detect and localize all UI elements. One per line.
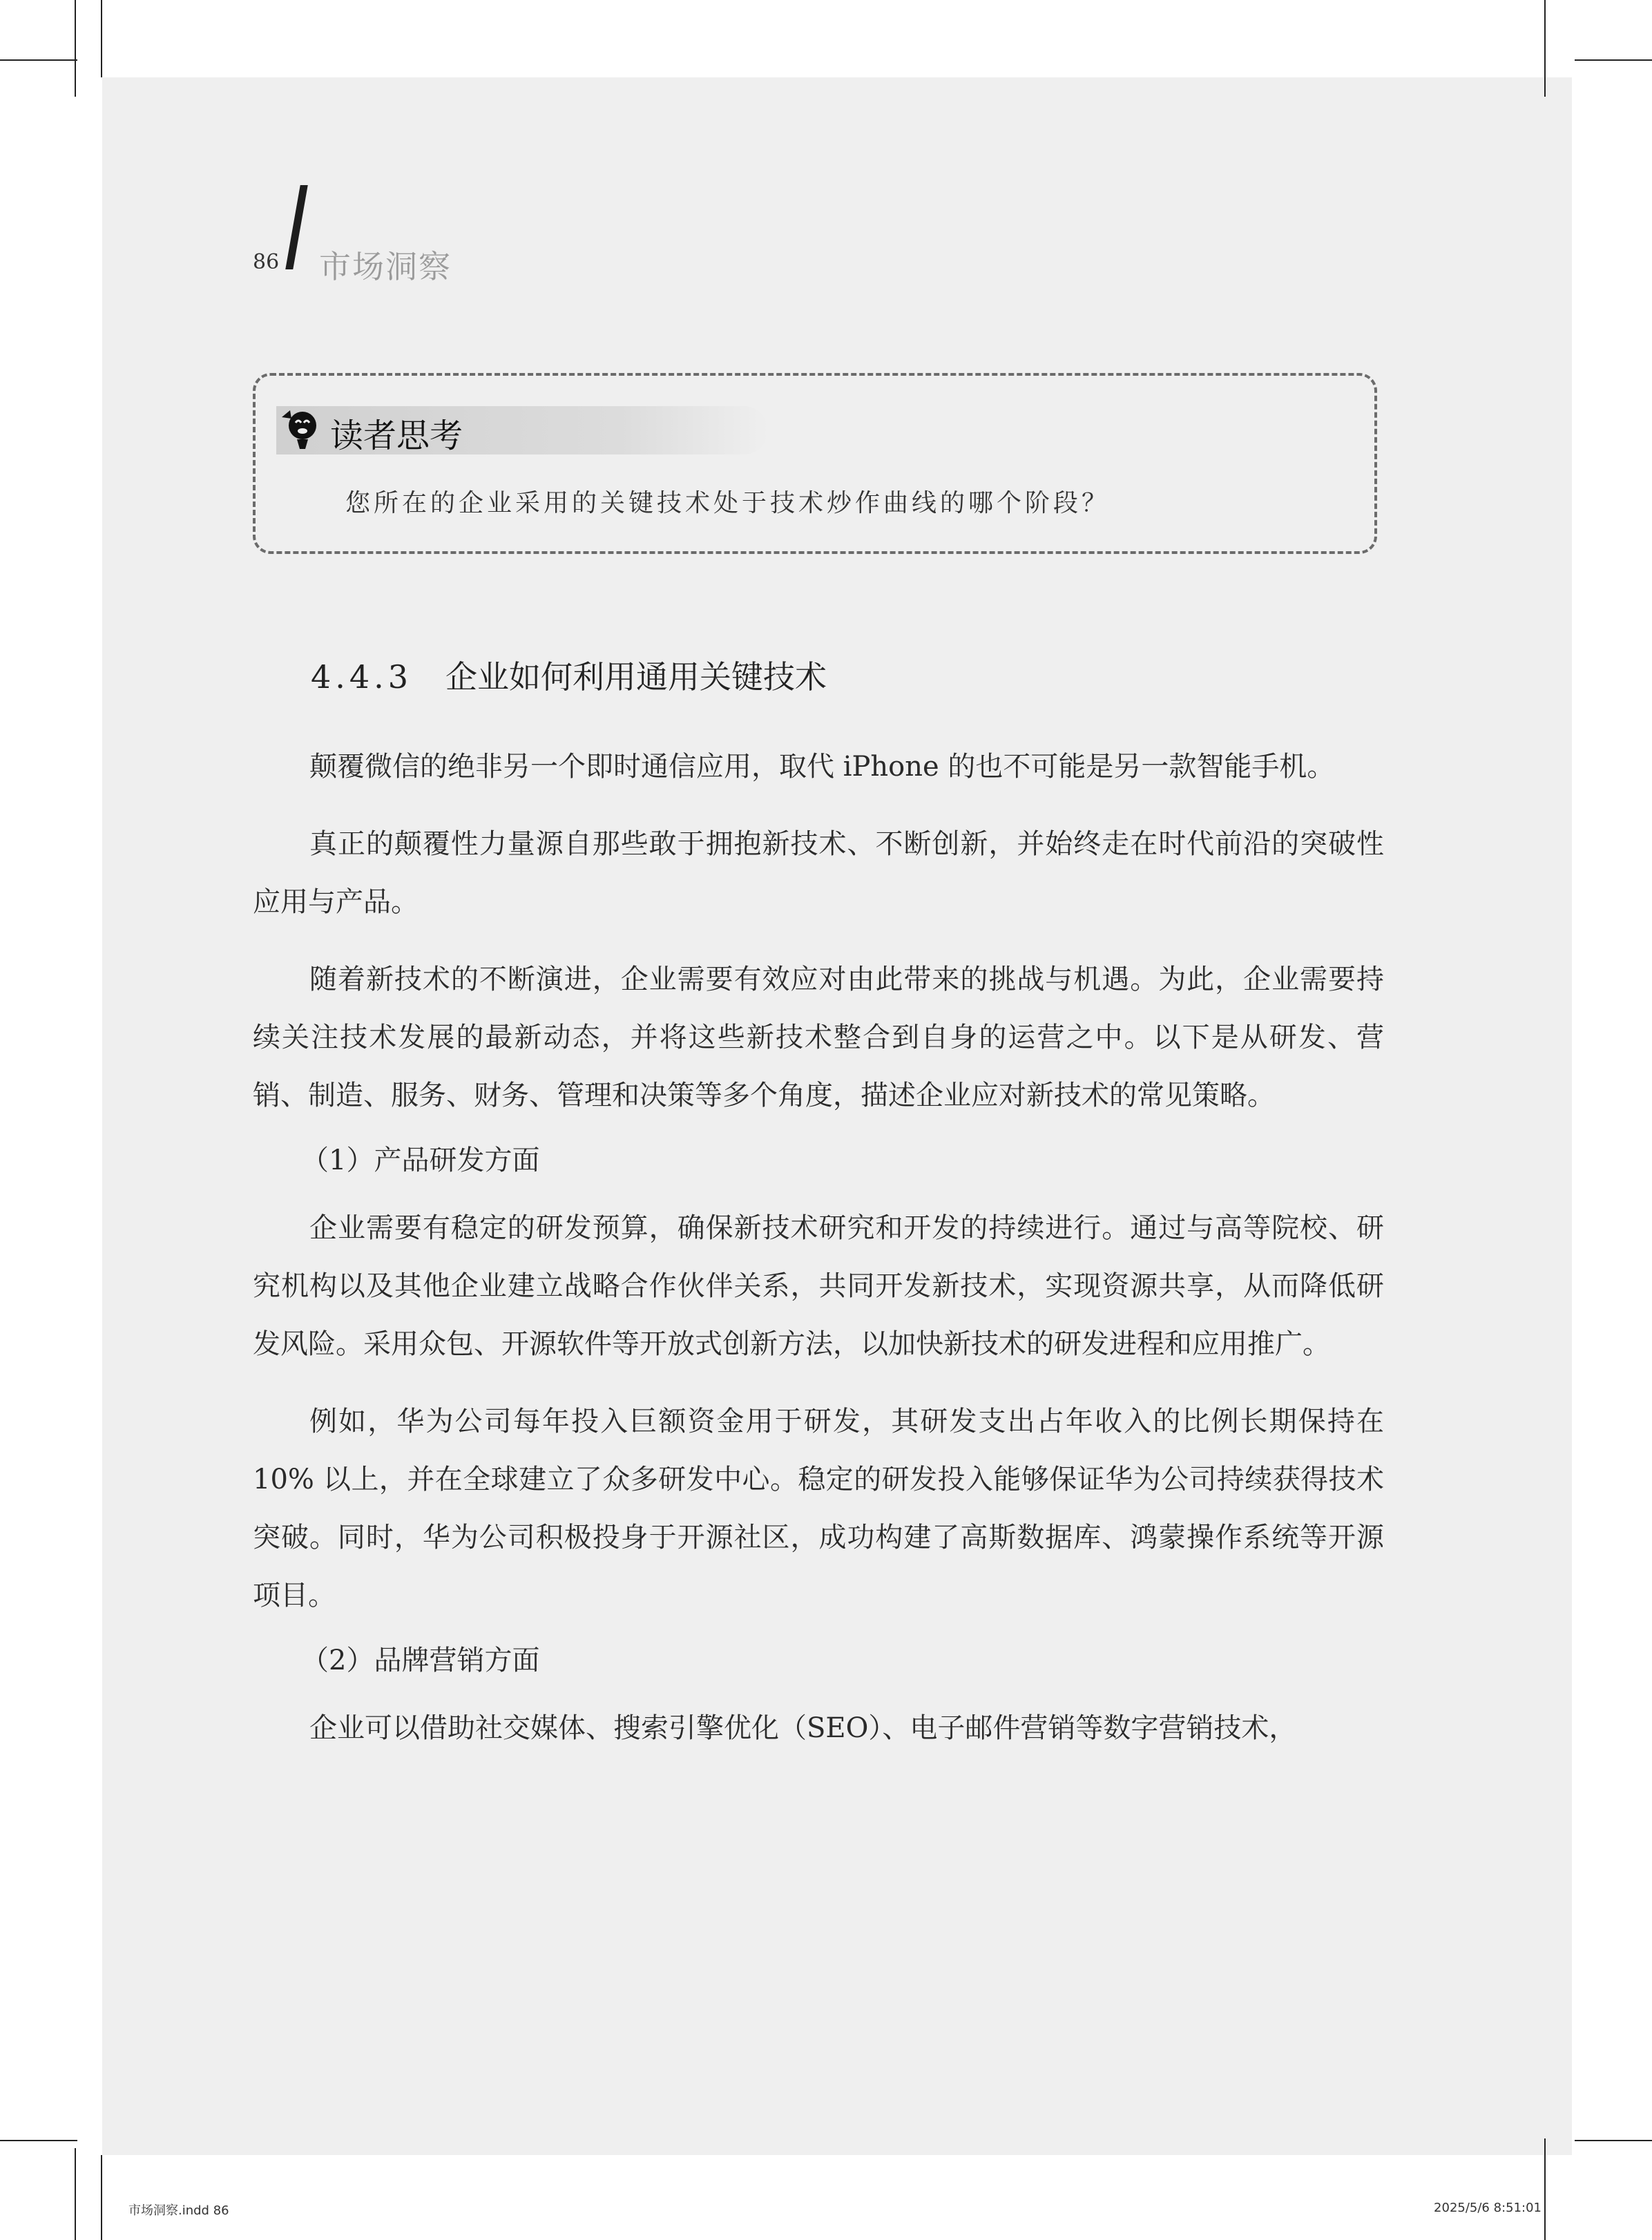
section-title: 企业如何利用通用关键技术: [445, 658, 827, 696]
subsection-heading: （1）产品研发方面: [301, 1145, 540, 1176]
paragraph: 真正的颠覆性力量源自那些敢于拥抱新技术、不断创新，并始终走在时代前沿的突破性应用与产品。: [253, 828, 1384, 918]
paragraph: 企业可以借助社交媒体、搜索引擎优化（SEO）、电子邮件营销等数字营销技术，: [309, 1712, 1297, 1744]
page-number: 86: [253, 250, 280, 274]
subsection-heading: （2）品牌营销方面: [301, 1645, 540, 1676]
running-title: 市场洞察: [319, 248, 452, 285]
paragraph: 颠覆微信的绝非另一个即时通信应用，取代 iPhone 的也不可能是另一款智能手机。: [309, 751, 1335, 783]
section-heading: [311, 652, 827, 698]
section-number: 4.4.3: [311, 658, 413, 696]
slug-datetime: 2025/5/6 8:51:01: [1434, 2201, 1541, 2215]
think-box-title-bar: [276, 406, 768, 454]
slug-filename: 市场洞察.indd 86: [128, 2203, 229, 2218]
think-box-title: 读者思考: [330, 417, 463, 455]
paragraph: 例如，华为公司每年投入巨额资金用于研发，其研发支出占年收入的比例长期保持在 10% 以上，并在全球建立了众多研发中心。稳定的研发投入能够保证华为公司持续获得技术突破。同时，华为公司积极投身于开源社区，成功构建了高斯数据库、鸿蒙操作系统等开源项目。: [253, 1406, 1384, 1611]
body-text: [253, 738, 1384, 1757]
paragraph: 企业需要有稳定的研发预算，确保新技术研究和开发的持续进行。通过与高等院校、研究机构以及其他企业建立战略合作伙伴关系，共同开发新技术，实现资源共享，从而降低研发风险。采用众包、开源软件等开放式创新方法，以加快新技术的研发进程和应用推广。: [253, 1212, 1384, 1360]
think-box-question: 您所在的企业采用的关键技术处于技术炒作曲线的哪个阶段？: [345, 489, 1111, 517]
thinking-face-icon: [276, 408, 322, 453]
paragraph: 随着新技术的不断演进，企业需要有效应对由此带来的挑战与机遇。为此，企业需要持续关注技术发展的最新动态，并将这些新技术整合到自身的运营之中。以下是从研发、营销、制造、服务、财务、管理和决策等多个角度，描述企业应对新技术的常见策略。: [253, 964, 1384, 1111]
reader-think-box: [253, 373, 1377, 554]
